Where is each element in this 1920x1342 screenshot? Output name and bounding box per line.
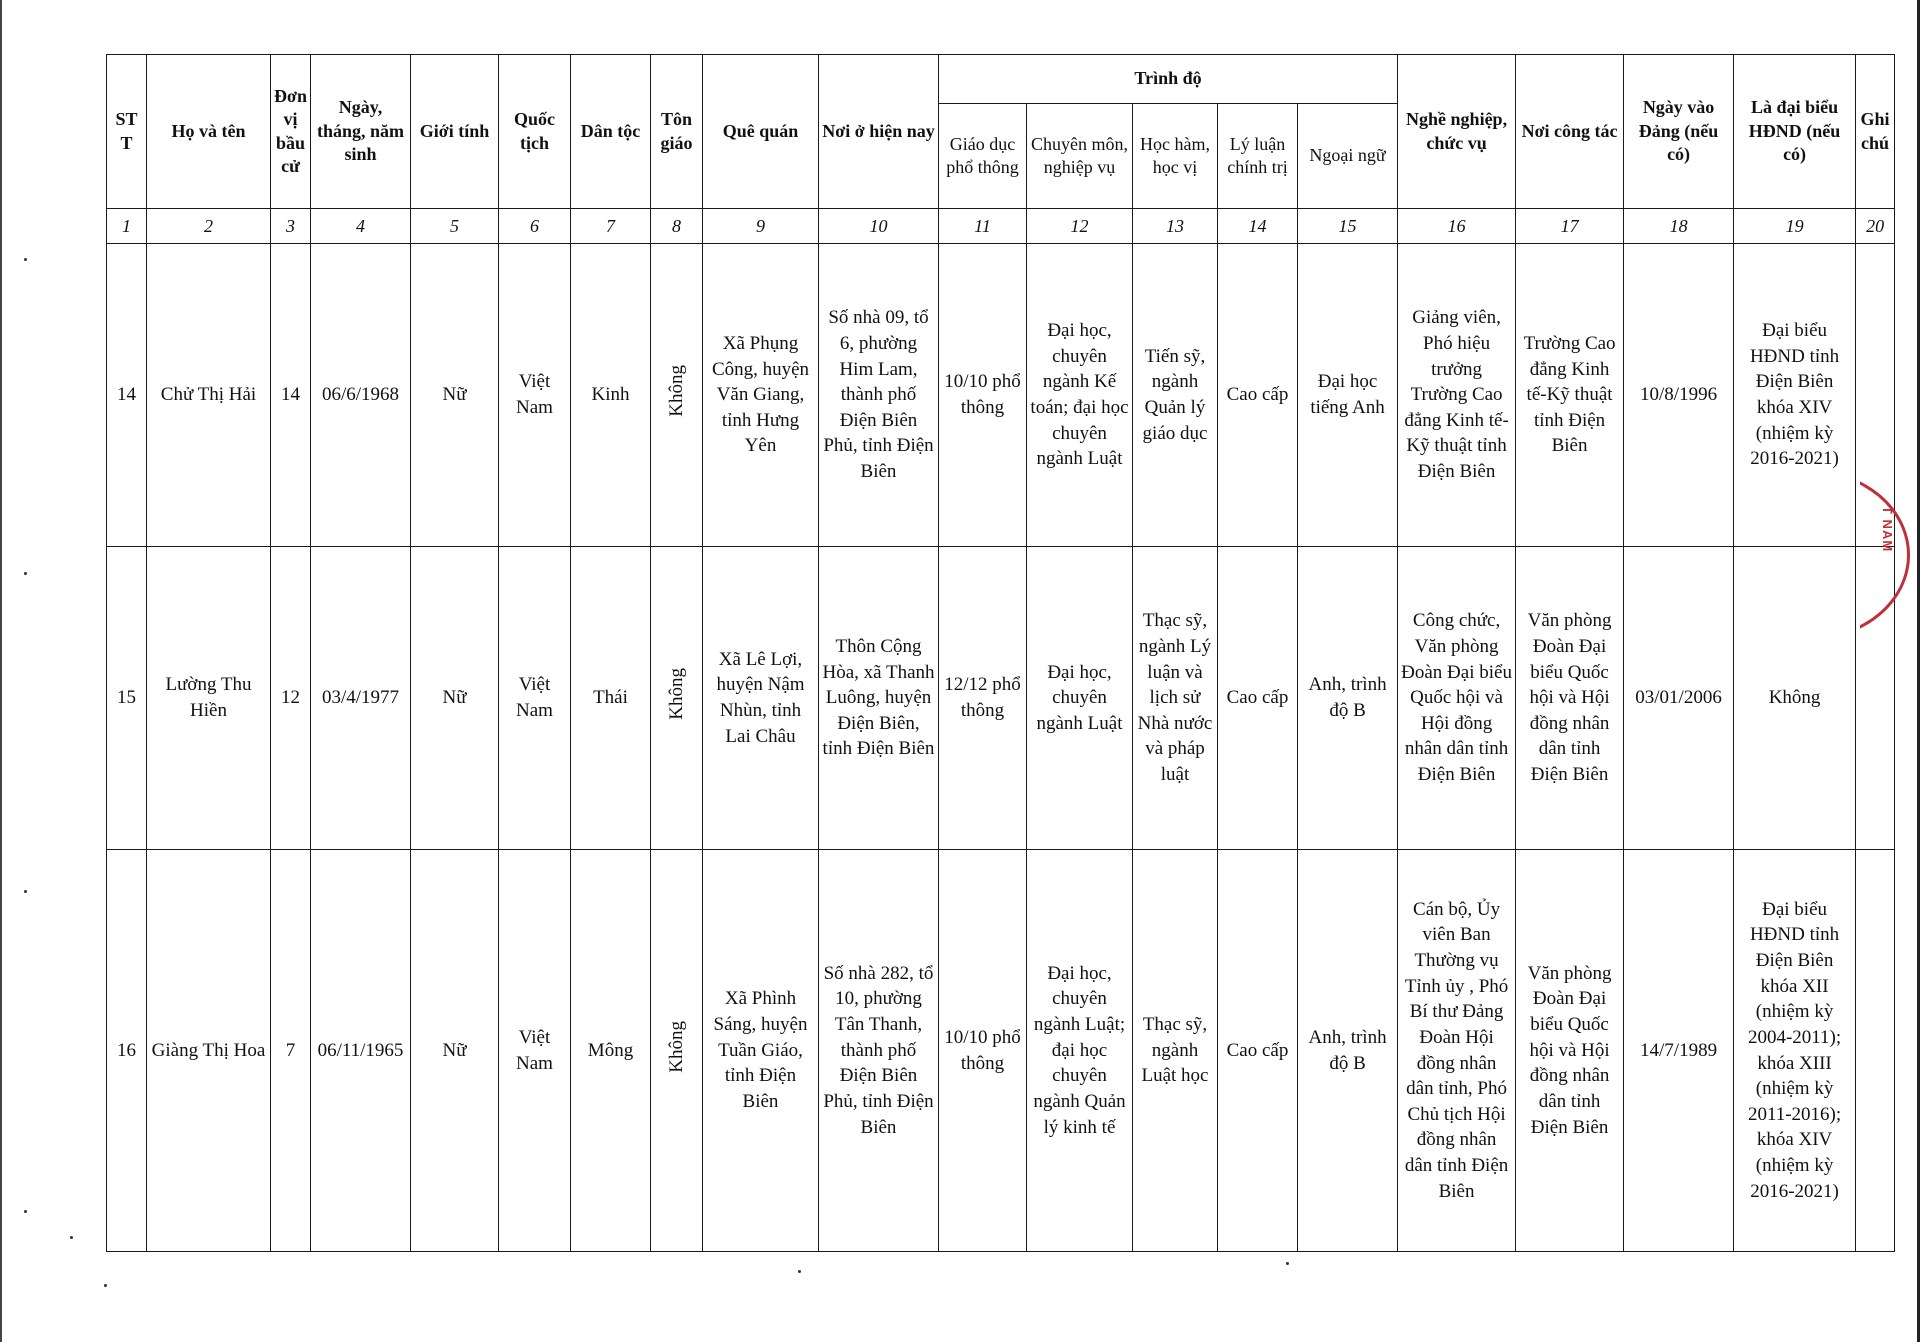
col-header-current-residence: Nơi ở hiện nay: [819, 55, 939, 209]
cell-specialization: Đại học, chuyên ngành Luật: [1027, 547, 1133, 850]
cell-workplace: Văn phòng Đoàn Đại biểu Quốc hội và Hội đồng nhân dân tỉnh Điện Biên: [1516, 850, 1624, 1252]
column-number: 7: [571, 209, 651, 244]
cell-nationality: Việt Nam: [499, 547, 571, 850]
cell-birth-date: 06/6/1968: [311, 244, 411, 547]
column-number: 13: [1133, 209, 1218, 244]
col-header-foreign-language: Ngoại ngữ: [1298, 104, 1398, 209]
cell-foreign-language: Anh, trình độ B: [1298, 547, 1398, 850]
cell-full-name: Chử Thị Hải: [147, 244, 271, 547]
cell-political-theory: Cao cấp: [1218, 244, 1298, 547]
scan-mark: [24, 890, 27, 893]
page-left-border: [0, 0, 2, 1342]
column-number: 4: [311, 209, 411, 244]
religion-text: Không: [665, 365, 687, 418]
cell-stt: 16: [107, 850, 147, 1252]
cell-gender: Nữ: [411, 244, 499, 547]
col-header-stt: ST T: [107, 55, 147, 209]
cell-ethnicity: Thái: [571, 547, 651, 850]
cell-current-residence: Thôn Cộng Hòa, xã Thanh Luông, huyện Điện Biên, tỉnh Điện Biên: [819, 547, 939, 850]
cell-electoral-unit: 7: [271, 850, 311, 1252]
column-number: 6: [499, 209, 571, 244]
col-header-hometown: Quê quán: [703, 55, 819, 209]
scan-mark: [1286, 1262, 1289, 1265]
candidate-table: [106, 54, 1895, 1252]
col-header-ethnicity: Dân tộc: [571, 55, 651, 209]
cell-party-join-date: 14/7/1989: [1624, 850, 1734, 1252]
scan-mark: [24, 1210, 27, 1213]
col-header-religion: Tôn giáo: [651, 55, 703, 209]
cell-specialization: Đại học, chuyên ngành Luật; đại học chuyên ngành Quản lý kinh tế: [1027, 850, 1133, 1252]
col-header-nationality: Quốc tịch: [499, 55, 571, 209]
cell-hometown: Xã Lê Lợi, huyện Nậm Nhùn, tỉnh Lai Châu: [703, 547, 819, 850]
col-header-council-delegate: Là đại biểu HĐND (nếu có): [1734, 55, 1856, 209]
column-number: 10: [819, 209, 939, 244]
scan-mark: [24, 572, 27, 575]
cell-nationality: Việt Nam: [499, 850, 571, 1252]
scan-mark: [24, 258, 27, 261]
column-number: 9: [703, 209, 819, 244]
official-seal-stamp: [1860, 470, 1920, 640]
table-row: [107, 850, 1895, 1252]
column-number: 15: [1298, 209, 1398, 244]
table-row: [107, 547, 1895, 850]
table-row: [107, 244, 1895, 547]
cell-gender: Nữ: [411, 547, 499, 850]
religion-text: Không: [665, 668, 687, 721]
cell-full-name: Giàng Thị Hoa: [147, 850, 271, 1252]
column-number: 20: [1856, 209, 1895, 244]
scan-mark: [104, 1284, 107, 1287]
column-number: 3: [271, 209, 311, 244]
cell-religion: [651, 547, 703, 850]
col-header-occupation: Nghề nghiệp, chức vụ: [1398, 55, 1516, 209]
column-number: 1: [107, 209, 147, 244]
column-number: 17: [1516, 209, 1624, 244]
cell-hometown: Xã Phụng Công, huyện Văn Giang, tỉnh Hưng Yên: [703, 244, 819, 547]
cell-gender: Nữ: [411, 850, 499, 1252]
cell-occupation: Cán bộ, Ủy viên Ban Thường vụ Tỉnh ủy , Phó Bí thư Đảng Đoàn Hội đồng nhân dân tỉnh, Phó Chủ tịch Hội đồng nhân dân tỉnh Điện Biên: [1398, 850, 1516, 1252]
col-header-notes: Ghi chú: [1856, 55, 1895, 209]
column-number: 5: [411, 209, 499, 244]
col-header-specialization: Chuyên môn, nghiệp vụ: [1027, 104, 1133, 209]
cell-specialization: Đại học, chuyên ngành Kế toán; đại học chuyên ngành Luật: [1027, 244, 1133, 547]
cell-occupation: Công chức, Văn phòng Đoàn Đại biểu Quốc hội và Hội đồng nhân dân tỉnh Điện Biên: [1398, 547, 1516, 850]
cell-council-delegate: Đại biểu HĐND tỉnh Điện Biên khóa XIV (nhiệm kỳ 2016-2021): [1734, 244, 1856, 547]
cell-birth-date: 03/4/1977: [311, 547, 411, 850]
cell-academic-degree: Thạc sỹ, ngành Lý luận và lịch sử Nhà nước và pháp luật: [1133, 547, 1218, 850]
column-number-row: [107, 209, 1895, 244]
cell-council-delegate: Đại biểu HĐND tỉnh Điện Biên khóa XII (nhiệm kỳ 2004-2011); khóa XIII (nhiệm kỳ 2011-2016); khóa XIV (nhiệm kỳ 2016-2021): [1734, 850, 1856, 1252]
col-header-workplace: Nơi công tác: [1516, 55, 1624, 209]
cell-foreign-language: Đại học tiếng Anh: [1298, 244, 1398, 547]
column-number: 14: [1218, 209, 1298, 244]
col-header-full-name: Họ và tên: [147, 55, 271, 209]
cell-party-join-date: 03/01/2006: [1624, 547, 1734, 850]
col-header-electoral-unit: Đơn vị bầu cử: [271, 55, 311, 209]
cell-full-name: Lường Thu Hiền: [147, 547, 271, 850]
column-number: 8: [651, 209, 703, 244]
col-header-political-theory: Lý luận chính trị: [1218, 104, 1298, 209]
scan-mark: [798, 1270, 801, 1273]
cell-nationality: Việt Nam: [499, 244, 571, 547]
scan-mark: [70, 1236, 73, 1239]
cell-general-education: 10/10 phổ thông: [939, 244, 1027, 547]
cell-birth-date: 06/11/1965: [311, 850, 411, 1252]
header-row-top: [107, 55, 1895, 104]
cell-notes: [1856, 850, 1895, 1252]
cell-electoral-unit: 14: [271, 244, 311, 547]
cell-religion: [651, 850, 703, 1252]
cell-current-residence: Số nhà 282, tổ 10, phường Tân Thanh, thành phố Điện Biên Phủ, tỉnh Điện Biên: [819, 850, 939, 1252]
col-header-birth-date: Ngày, tháng, năm sinh: [311, 55, 411, 209]
religion-text: Không: [665, 1020, 687, 1073]
col-header-party-join-date: Ngày vào Đảng (nếu có): [1624, 55, 1734, 209]
column-number: 16: [1398, 209, 1516, 244]
cell-electoral-unit: 12: [271, 547, 311, 850]
cell-party-join-date: 10/8/1996: [1624, 244, 1734, 547]
cell-occupation: Giảng viên, Phó hiệu trưởng Trường Cao đẳng Kinh tế-Kỹ thuật tỉnh Điện Biên: [1398, 244, 1516, 547]
cell-general-education: 10/10 phổ thông: [939, 850, 1027, 1252]
column-number: 2: [147, 209, 271, 244]
cell-academic-degree: Thạc sỹ, ngành Luật học: [1133, 850, 1218, 1252]
cell-stt: 15: [107, 547, 147, 850]
column-number: 19: [1734, 209, 1856, 244]
column-number: 18: [1624, 209, 1734, 244]
cell-workplace: Trường Cao đẳng Kinh tế-Kỹ thuật tỉnh Điện Biên: [1516, 244, 1624, 547]
cell-workplace: Văn phòng Đoàn Đại biểu Quốc hội và Hội đồng nhân dân tỉnh Điện Biên: [1516, 547, 1624, 850]
cell-religion: [651, 244, 703, 547]
col-header-qualifications: Trình độ: [939, 55, 1398, 104]
column-number: 11: [939, 209, 1027, 244]
cell-general-education: 12/12 phổ thông: [939, 547, 1027, 850]
cell-current-residence: Số nhà 09, tổ 6, phường Him Lam, thành phố Điện Biên Phủ, tỉnh Điện Biên: [819, 244, 939, 547]
column-number: 12: [1027, 209, 1133, 244]
col-header-gender: Giới tính: [411, 55, 499, 209]
seal-arc: [1860, 470, 1910, 640]
cell-political-theory: Cao cấp: [1218, 547, 1298, 850]
seal-text: T NAM: [1880, 506, 1895, 553]
cell-academic-degree: Tiến sỹ, ngành Quản lý giáo dục: [1133, 244, 1218, 547]
cell-council-delegate: Không: [1734, 547, 1856, 850]
cell-stt: 14: [107, 244, 147, 547]
col-header-general-education: Giáo dục phổ thông: [939, 104, 1027, 209]
col-header-academic-degree: Học hàm, học vị: [1133, 104, 1218, 209]
cell-hometown: Xã Phình Sáng, huyện Tuần Giáo, tỉnh Điện Biên: [703, 850, 819, 1252]
cell-ethnicity: Mông: [571, 850, 651, 1252]
cell-political-theory: Cao cấp: [1218, 850, 1298, 1252]
cell-foreign-language: Anh, trình độ B: [1298, 850, 1398, 1252]
cell-ethnicity: Kinh: [571, 244, 651, 547]
